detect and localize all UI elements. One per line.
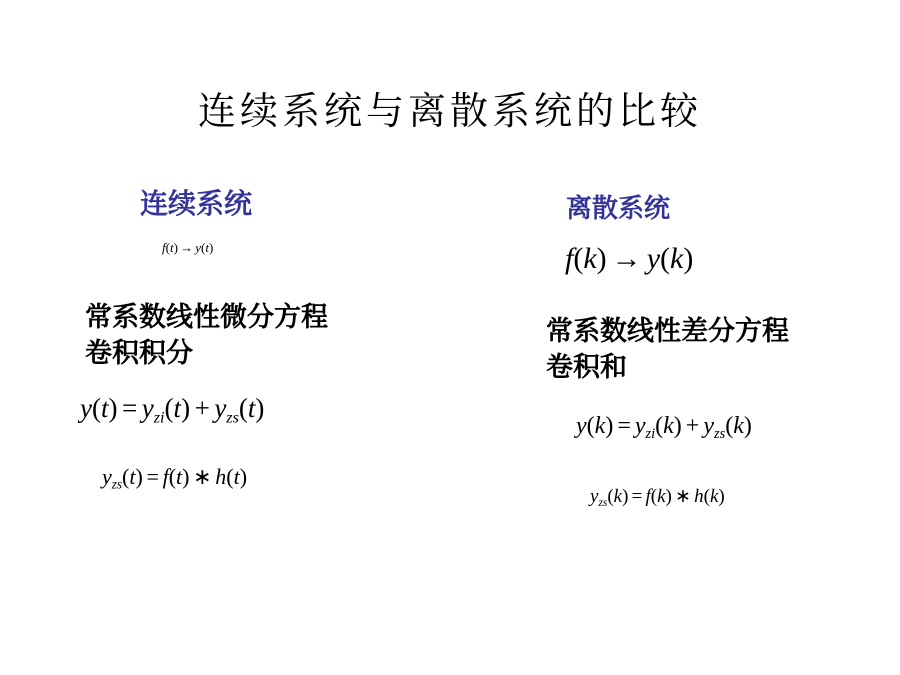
discrete-model: 常系数线性差分方程 <box>546 316 789 347</box>
discrete-eq-total: y(k) = $y_{zi}(k)$ + $y_{zs}(k)$ <box>576 413 752 443</box>
continuous-heading: 连续系统 <box>140 187 253 220</box>
discrete-eq-zs: $y_{zs}(k)$ = f(k) ∗ h(k) <box>590 486 725 509</box>
continuous-model: 常系数线性微分方程 <box>85 302 328 333</box>
slide-title: 连续系统与离散系统的比较 <box>197 89 702 133</box>
continuous-method: 卷积积分 <box>85 338 193 369</box>
discrete-io-relation: f(k) → y(k) <box>565 242 694 275</box>
continuous-eq-zs: $y_{zs}(t)$ = f(t) ∗ h(t) <box>102 464 248 492</box>
continuous-io-relation: f(t) → y(t) <box>162 240 214 255</box>
discrete-heading: 离散系统 <box>566 194 671 224</box>
discrete-method: 卷积和 <box>546 352 627 383</box>
continuous-eq-total: y(t) = $y_{zi}(t)$ + $y_{zs}(t)$ <box>80 393 265 427</box>
